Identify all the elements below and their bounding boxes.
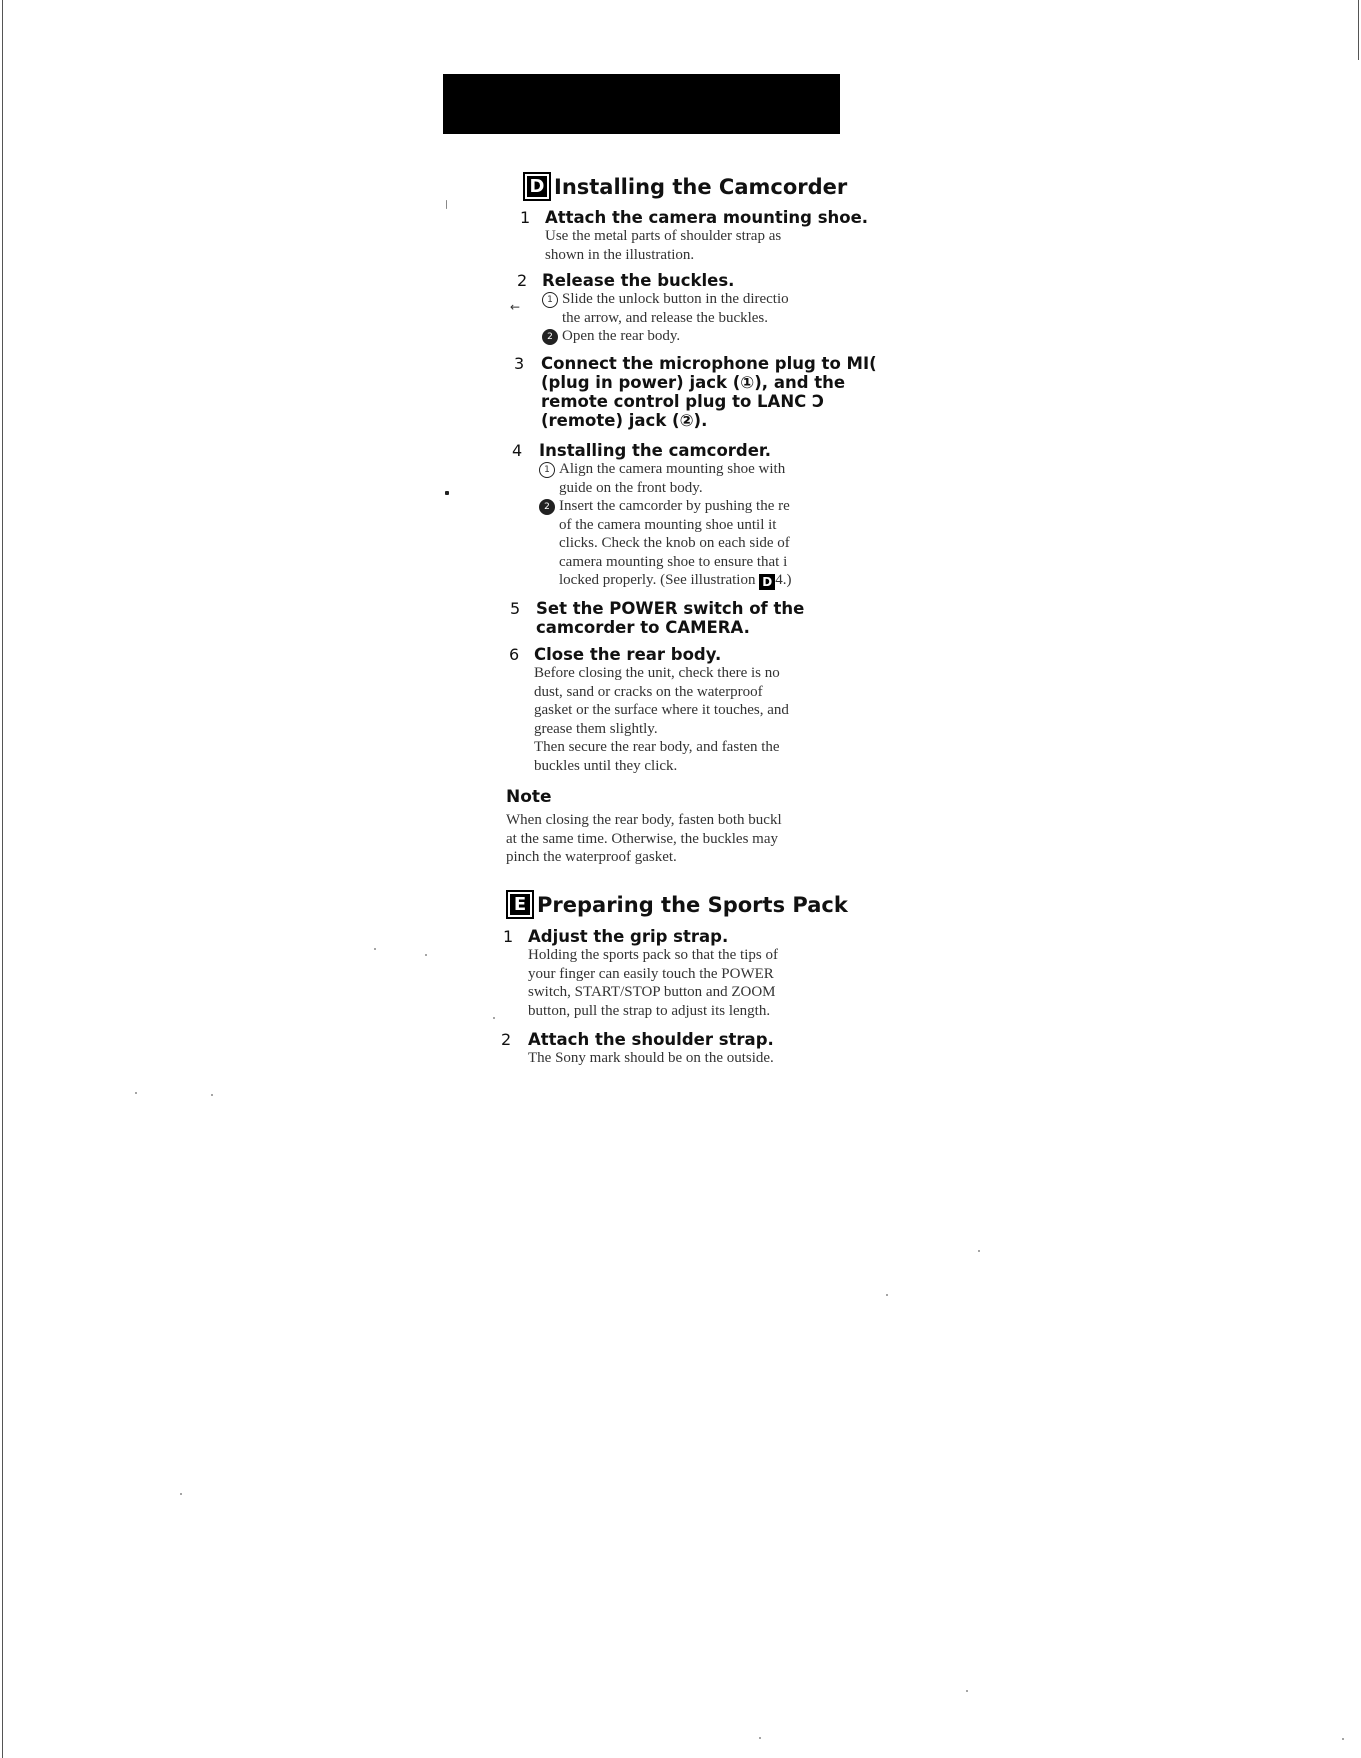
step-body-line: Then secure the rear body, and fasten the <box>534 739 780 755</box>
scan-speck <box>886 1294 888 1296</box>
step-body-line: button, pull the strap to adjust its length. <box>528 1002 771 1019</box>
step-body-line: your finger can easily touch the POWER <box>528 965 774 982</box>
step-title: Attach the shoulder strap. <box>528 1030 774 1049</box>
step-title-line: remote control plug to LANC Ɔ <box>541 392 825 411</box>
sub-item-line: of the camera mounting shoe until it <box>559 516 777 533</box>
step-sub-item-1 <box>539 460 791 479</box>
circled-number-icon: 2 <box>542 329 558 345</box>
section-e-step-2 <box>501 1030 774 1068</box>
step-body-line: Use the metal parts of shoulder strap as <box>545 228 782 244</box>
section-d-step-3 <box>514 354 877 430</box>
sub-item-line: camera mounting shoe to ensure that i <box>559 553 788 570</box>
note-line: at the same time. Otherwise, the buckles may <box>506 830 778 847</box>
section-e-title <box>506 890 848 919</box>
step-body-line: grease them slightly. <box>534 720 658 737</box>
step-title: Close the rear body. <box>534 645 722 664</box>
step-number: 4 <box>512 441 523 460</box>
step-number: 1 <box>503 927 514 946</box>
step-body-line: Before closing the unit, check there is no <box>534 665 780 681</box>
step-body-line: gasket or the surface where it touches, and <box>534 702 789 718</box>
section-d-step-6 <box>509 645 789 775</box>
step-body-line: switch, START/STOP button and ZOOM <box>528 984 776 1000</box>
step-number: 3 <box>514 354 525 373</box>
section-e-title-text: Preparing the Sports Pack <box>537 892 848 917</box>
scan-speck <box>966 1690 968 1692</box>
sub-item-line: guide on the front body. <box>559 479 703 496</box>
step-title: Attach the camera mounting shoe. <box>545 208 869 227</box>
step-sub-item-2 <box>539 497 791 516</box>
note-body <box>506 811 782 867</box>
step-number: 5 <box>510 599 521 618</box>
section-d-badge: D <box>523 172 551 201</box>
left-page-edge <box>2 0 3 1758</box>
right-page-edge <box>1358 0 1359 60</box>
step-title-line: camcorder to CAMERA. <box>536 618 750 637</box>
scan-speck <box>180 1493 182 1495</box>
step-number: 6 <box>509 645 520 664</box>
section-e-badge: E <box>506 890 534 919</box>
sub-item-line: the arrow, and release the buckles. <box>562 309 769 326</box>
circled-number-icon: 2 <box>539 499 555 515</box>
section-d-title-text: Installing the Camcorder <box>554 174 848 199</box>
sub-item-line: Open the rear body. <box>562 328 681 344</box>
step-body-line: buckles until they click. <box>534 757 678 774</box>
step-number: 2 <box>517 271 528 290</box>
scan-speck <box>135 1092 137 1094</box>
circled-number-icon: 1 <box>539 462 555 478</box>
scan-speck <box>445 491 449 495</box>
scan-speck <box>211 1094 213 1096</box>
section-d-title <box>523 172 847 201</box>
note-heading: Note <box>506 787 552 807</box>
section-d-step-2 <box>517 271 789 346</box>
step-title-line: (remote) jack (②). <box>541 411 708 430</box>
step-body-line: The Sony mark should be on the outside. <box>528 1050 774 1066</box>
scan-speck <box>425 954 427 956</box>
sub-item-line: Slide the unlock button in the directio <box>562 291 789 307</box>
header-bar <box>443 74 840 134</box>
sub-item-line: Align the camera mounting shoe with <box>559 461 786 477</box>
arrow-icon: ← <box>510 300 521 314</box>
step-number: 1 <box>520 208 531 227</box>
note-line: pinch the waterproof gasket. <box>506 849 677 865</box>
illustration-ref-text: locked properly. (See illustration <box>559 572 760 588</box>
step-sub-item-2 <box>542 327 789 346</box>
step-title-line: (plug in power) jack (①), and the <box>541 373 846 392</box>
circled-number-icon: 1 <box>542 292 558 308</box>
sub-item-line <box>539 571 791 590</box>
scan-speck <box>493 1017 495 1019</box>
step-title-line: Set the POWER switch of the <box>536 599 805 618</box>
sub-item-line: Insert the camcorder by pushing the re <box>559 498 790 514</box>
section-d-step-4 <box>512 441 791 590</box>
step-title: Installing the camcorder. <box>539 441 771 460</box>
step-body-line: dust, sand or cracks on the waterproof <box>534 683 763 700</box>
step-sub-item-1 <box>542 290 789 309</box>
scan-speck <box>1342 1738 1344 1740</box>
scan-speck <box>759 1737 761 1739</box>
sub-item-line: clicks. Check the knob on each side of <box>559 535 790 551</box>
section-d-step-5 <box>510 599 804 637</box>
scan-speck <box>978 1250 980 1252</box>
illustration-ref-number: 4.) <box>775 572 792 588</box>
scan-speck <box>446 200 447 209</box>
step-body-line: Holding the sports pack so that the tips of <box>528 947 778 963</box>
step-body-line: shown in the illustration. <box>545 246 695 263</box>
illustration-d-badge: D <box>759 574 775 590</box>
section-d-step-1 <box>520 208 868 264</box>
section-e-step-1 <box>503 927 778 1020</box>
step-title-line: Connect the microphone plug to MI( <box>541 354 877 373</box>
step-title: Release the buckles. <box>542 271 735 290</box>
step-title: Adjust the grip strap. <box>528 927 729 946</box>
step-number: 2 <box>501 1030 512 1049</box>
scan-speck <box>374 948 376 950</box>
note-line: When closing the rear body, fasten both buckl <box>506 812 782 828</box>
